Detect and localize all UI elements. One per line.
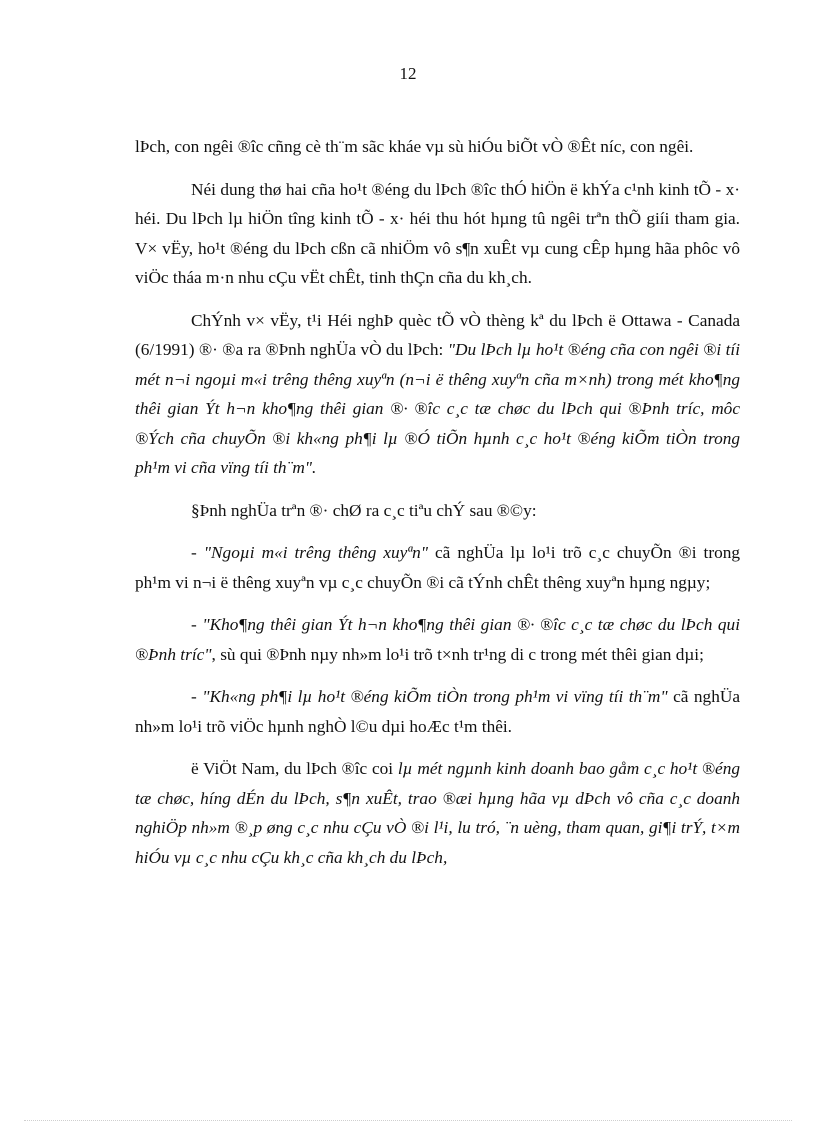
criterion-3	[135, 682, 740, 741]
paragraph-1	[135, 132, 740, 162]
criterion-2-text: , sù qui ®Þnh nµy nh»m lo¹i trõ t×nh tr¹ng di c trong mét thêi gian dµi;	[211, 644, 704, 664]
paragraph-2	[135, 175, 740, 293]
criterion-2-quote: "Kho¶ng thêi gian Ýt h¬n kho¶ng thêi gian ®· ®îc c¸c tæ chøc du lÞch qui ®Þnh tríc"	[135, 615, 740, 664]
criterion-1-dash: -	[191, 543, 204, 562]
paragraph-vietnam	[135, 754, 740, 872]
body-text	[135, 132, 740, 885]
paragraph-vietnam-text: ë ViÖt Nam, du lÞch ®îc coi	[191, 759, 398, 778]
page-number: 12	[399, 64, 417, 83]
paragraph-4	[135, 496, 740, 526]
criterion-3-text: cã nghÜa nh»m lo¹i trõ viÖc hµnh nghÒ l©u dµi hoÆc t¹m thêi.	[135, 687, 740, 736]
criterion-1	[135, 538, 740, 597]
paragraph-3	[135, 306, 740, 483]
paragraph-vietnam-definition: lµ mét ngµnh kinh doanh bao gåm c¸c ho¹t ®éng tæ chøc, híng dÉn du lÞch, s¶n xuÊt, trao ®æi hµng hãa vµ dÞch vô cña c¸c doanh nghiÖp nh»m ®¸p øng c¸c nhu cÇu vÒ ®i l¹i, lu tró, ¨n uèng, tham quan, gi¶i trÝ, t×m hiÓu vµ c¸c nhu cÇu kh¸c cña kh¸ch du lÞch,	[135, 759, 740, 867]
criterion-2	[135, 610, 740, 669]
paragraph-2-text: Néi dung thø hai cña ho¹t ®éng du lÞch ®îc thÓ hiÖn ë khÝa c¹nh kinh tÕ - x· héi. Du lÞch lµ hiÖn tîng kinh tÕ - x· héi thu hót hµng tû ngêi trªn thÕ giíi tham gia. V× vËy, ho¹t ®éng du lÞch cßn cã nhiÖm vô s¶n xuÊt vµ cung cÊp hµng hãa phôc vô viÖc tháa m·n nhu cÇu vËt chÊt, tinh thÇn cña du kh¸ch.	[135, 179, 740, 287]
page-bottom-rule	[24, 1120, 792, 1121]
criterion-1-text: cã nghÜa lµ lo¹i trõ c¸c chuyÕn ®i trong ph¹m vi n¬i ë thêng xuyªn vµ c¸c chuyÕn ®i cã tÝnh chÊt thêng xuyªn hµng ngµy;	[135, 543, 740, 592]
paragraph-1-text: lÞch, con ngêi ®îc cñng cè th¨m sãc kháe vµ sù hiÓu biÕt vÒ ®Êt níc, con ngêi.	[135, 137, 694, 156]
criterion-2-dash: -	[191, 615, 203, 634]
criterion-3-dash: -	[191, 687, 203, 706]
paragraph-4-text: §Þnh nghÜa trªn ®· chØ ra c¸c tiªu chÝ sau ®©y:	[191, 500, 537, 520]
criterion-1-quote: "Ngoµi m«i trêng thêng xuyªn"	[203, 543, 429, 562]
criterion-3-quote: "Kh«ng ph¶i lµ ho¹t ®éng kiÕm tiÒn trong ph¹m vi vïng tíi th¨m"	[202, 687, 668, 706]
paragraph-3-text: ChÝnh v× vËy, t¹i Héi nghÞ quèc tÕ vÒ thèng kª du lÞch ë Ottawa - Canada (6/1991) ®· ®a ra ®Þnh nghÜa vÒ du lÞch:	[135, 310, 740, 359]
paragraph-3-definition: "Du lÞch lµ ho¹t ®éng cña con ngêi ®i tíi mét n¬i ngoµi m«i trêng thêng xuyªn (n¬i ë thêng xuyªn cña m×nh) trong mét kho¶ng thêi gian Ýt h¬n kho¶ng thêi gian ®· ®îc c¸c tæ chøc du lÞch qui ®Þnh tríc, môc ®Ých cña chuyÕn ®i kh«ng ph¶i lµ ®Ó tiÕn hµnh c¸c ho¹t ®éng kiÕm tiÒn trong ph¹m vi cña vïng tíi th¨m".	[135, 340, 740, 477]
